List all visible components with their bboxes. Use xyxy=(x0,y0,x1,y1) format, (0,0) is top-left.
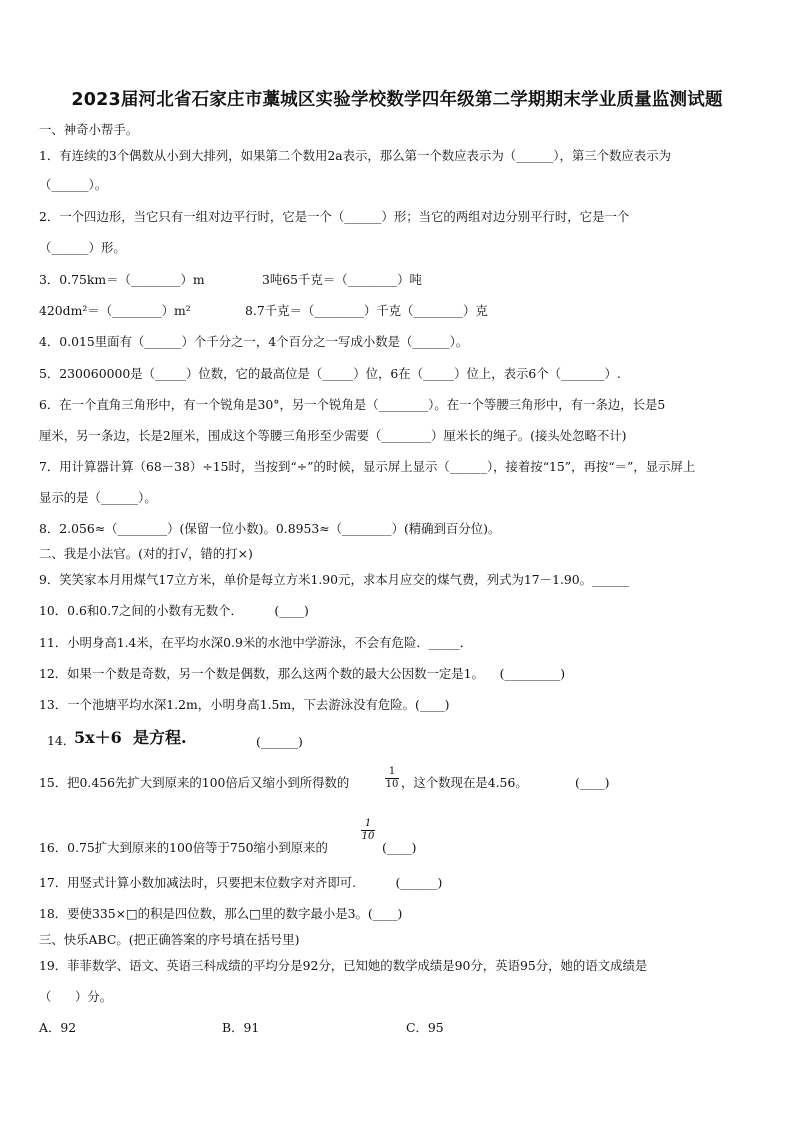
question-16-text: 16．0.75扩大到原来的100倍等于750缩小到原来的 xyxy=(39,840,328,855)
question-19-option-b: B．91 xyxy=(222,1020,260,1035)
page-title: 2023届河北省石家庄市藁城区实验学校数学四年级第二学期期末学业质量监测试题 xyxy=(71,90,723,110)
question-15-fraction xyxy=(385,766,399,790)
section-2-heading: 二、我是小法官。(对的打√，错的打×) xyxy=(39,546,253,561)
question-7-line-2: 显示的是（______）。 xyxy=(39,490,157,505)
question-16-fraction xyxy=(361,818,375,842)
question-19-option-a: A．92 xyxy=(39,1020,77,1035)
question-19-option-c: C．95 xyxy=(406,1020,444,1035)
question-7-line-1: 7．用计算器计算（68－38）÷15时，当按到“÷”的时候，显示屏上显示（______），接着按“15”，再按“＝”，显示屏上 xyxy=(39,459,696,474)
question-19-line-1: 19．菲菲数学、语文、英语三科成绩的平均分是92分，已知她的数学成绩是90分，英语95分，她的语文成绩是 xyxy=(39,958,648,973)
question-17: 17．用竖式计算小数加减法时，只要把末位数字对齐即可. (______) xyxy=(39,875,443,890)
question-18: 18．要使335×□的积是四位数，那么□里的数字最小是3。(____) xyxy=(39,906,403,921)
question-3-part-c: 420dm²＝（________）m² xyxy=(39,303,191,318)
question-14-answer-blank: (______) xyxy=(256,734,303,749)
fraction-denominator: 10 xyxy=(385,779,399,790)
question-11: 11．小明身高1.4米，在平均水深0.9米的水池中学游泳，不会有危险．_____． xyxy=(39,635,473,650)
question-3-part-b: 3吨65千克＝（________）吨 xyxy=(262,272,422,287)
question-14-expression: 5x＋6 是方程. xyxy=(74,728,187,747)
fraction-numerator: 1 xyxy=(388,766,396,777)
question-12: 12．如果一个数是奇数，另一个数是偶数，那么这两个数的最大公因数一定是1。 (_________) xyxy=(39,666,566,681)
section-3-heading: 三、快乐ABC。(把正确答案的序号填在括号里) xyxy=(39,932,300,947)
question-2-line-1: 2．一个四边形，当它只有一组对边平行时，它是一个（______）形；当它的两组对边分别平行时，它是一个 xyxy=(39,209,630,224)
question-19-line-2: （ ）分。 xyxy=(39,989,113,1004)
question-15-text: 15．把0.456先扩大到原来的100倍后又缩小到所得数的 xyxy=(39,775,350,790)
fraction-numerator: 1 xyxy=(364,818,372,829)
question-1-line-2: （______）。 xyxy=(39,177,108,192)
question-1-line-1: 1．有连续的3个偶数从小到大排列，如果第二个数用2a表示，那么第一个数应表示为（______），第三个数应表示为 xyxy=(39,148,671,163)
question-10: 10．0.6和0.7之间的小数有无数个． (____) xyxy=(39,603,309,618)
question-2-line-2: （______）形。 xyxy=(39,240,126,255)
fraction-denominator: 10 xyxy=(361,831,375,842)
question-6-line-2: 厘米，另一条边，长是2厘米，围成这个等腰三角形至少需要（________）厘米长的绳子。(接头处忽略不计) xyxy=(39,428,627,443)
question-14-number: 14． xyxy=(47,733,76,748)
question-5: 5．230060000是（_____）位数，它的最高位是（_____）位，6在（_____）位上，表示6个（_______）. xyxy=(39,366,621,381)
question-6-line-1: 6．在一个直角三角形中，有一个锐角是30°，另一个锐角是（________）。在一个等腰三角形中，有一条边，长是5 xyxy=(39,397,666,412)
question-16-answer-blank: (____) xyxy=(382,840,417,855)
question-9: 9．笑笑家本月用煤气17立方米，单价是每立方米1.90元，求本月应交的煤气费，列式为17－1.90。______ xyxy=(39,572,630,587)
question-15-answer-blank: (____) xyxy=(575,775,610,790)
question-3-part-d: 8.7千克＝（________）千克（________）克 xyxy=(245,303,488,318)
question-13: 13．一个池塘平均水深1.2m，小明身高1.5m，下去游泳没有危险。(____) xyxy=(39,697,450,712)
question-3-part-a: 3．0.75km＝（________）m xyxy=(39,272,205,287)
question-15-tail: ，这个数现在是4.56。 xyxy=(401,775,528,790)
section-1-heading: 一、神奇小帮手。 xyxy=(39,122,139,137)
question-8: 8．2.056≈（________）(保留一位小数)。0.8953≈（________）(精确到百分位)。 xyxy=(39,521,501,536)
question-4: 4．0.015里面有（______）个千分之一，4个百分之一写成小数是（______）。 xyxy=(39,334,469,349)
